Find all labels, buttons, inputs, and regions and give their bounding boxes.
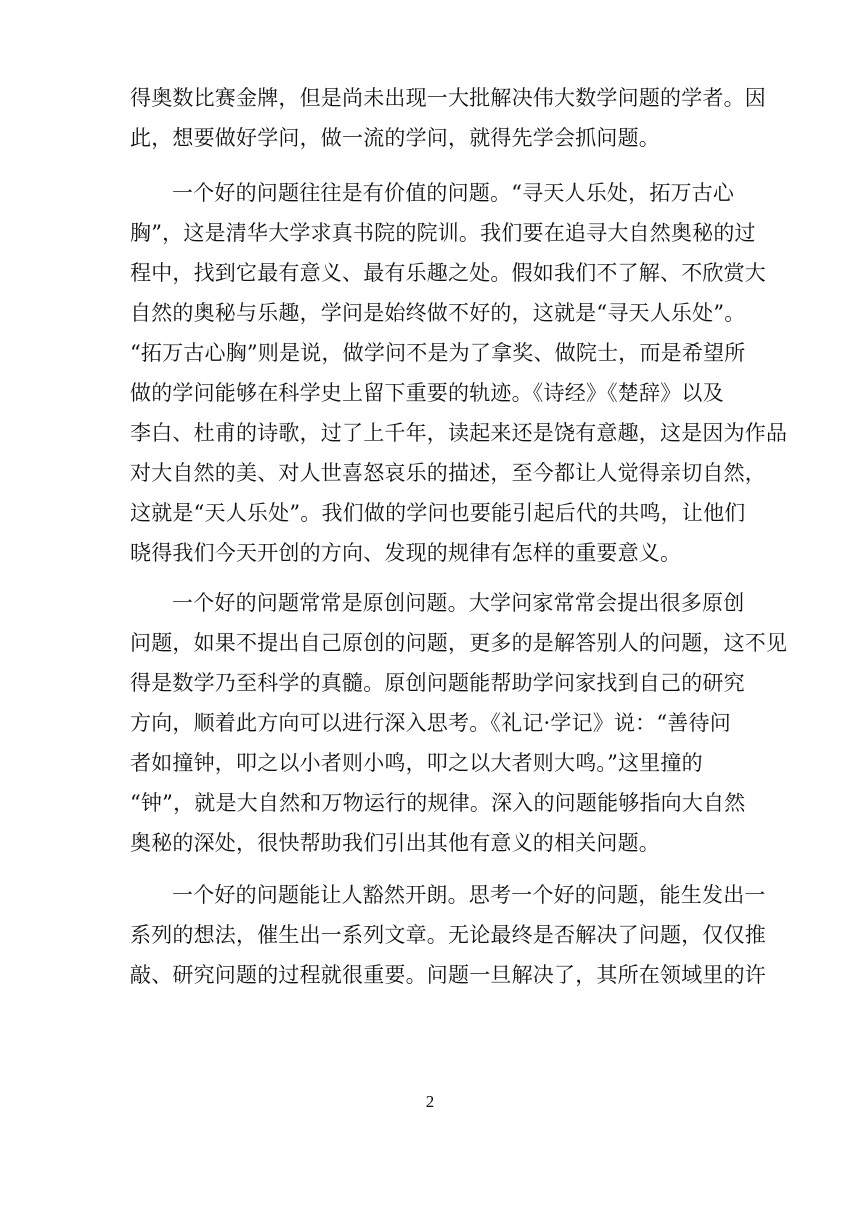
text-line: 问题，如果不提出自己原创的问题，更多的是解答别人的问题，这不见: [130, 631, 788, 655]
text-line: 程中，找到它最有意义、最有乐趣之处。假如我们不了解、不欣赏大: [130, 261, 766, 285]
text-line: “拓万古心胸”则是说，做学问不是为了拿奖、做院士，而是希望所: [130, 341, 746, 365]
text-line: 系列的想法，催生出一系列文章。无论最终是否解决了问题，仅仅推: [130, 923, 766, 947]
text-line: 敲、研究问题的过程就很重要。问题一旦解决了，其所在领域里的许: [130, 963, 766, 987]
page-number: 2: [425, 1092, 435, 1111]
paragraph-start-line: 一个好的问题能让人豁然开朗。思考一个好的问题，能生发出一: [172, 883, 766, 907]
text-line: 奥秘的深处，很快帮助我们引出其他有意义的相关问题。: [130, 831, 660, 855]
text-line: 方向，顺着此方向可以进行深入思考。《礼记·学记》说：“善待问: [130, 711, 731, 735]
paragraph-start-line: 一个好的问题常常是原创问题。大学问家常常会提出很多原创: [172, 591, 745, 615]
text-line: 得是数学乃至科学的真髓。原创问题能帮助学问家找到自己的研究: [130, 671, 745, 695]
text-line: 自然的奥秘与乐趣，学问是始终做不好的，这就是“寻天人乐处”。: [130, 301, 746, 325]
text-line: 这就是“天人乐处”。我们做的学问也要能引起后代的共鸣，让他们: [130, 501, 746, 525]
text-line: 者如撞钟，叩之以小者则小鸣，叩之以大者则大鸣。”这里撞的: [130, 751, 703, 775]
text-line: “钟”，就是大自然和万物运行的规律。深入的问题能够指向大自然: [130, 791, 746, 815]
text-line: 做的学问能够在科学史上留下重要的轨迹。《诗经》《楚辞》以及: [130, 381, 724, 405]
text-line: 李白、杜甫的诗歌，过了上千年，读起来还是饶有意趣，这是因为作品: [130, 421, 788, 445]
text-line: 得奥数比赛金牌，但是尚未出现一大批解决伟大数学问题的学者。因: [130, 86, 766, 110]
text-line: 此，想要做好学问，做一流的学问，就得先学会抓问题。: [130, 126, 660, 150]
text-line: 晓得我们今天开创的方向、发现的规律有怎样的重要意义。: [130, 541, 682, 565]
paragraph-start-line: 一个好的问题往往是有价值的问题。“寻天人乐处，拓万古心: [172, 181, 735, 205]
text-line: 对大自然的美、对人世喜怒哀乐的描述，至今都让人觉得亲切自然，: [130, 461, 766, 485]
text-line: 胸”，这是清华大学求真书院的院训。我们要在追寻大自然奥秘的过: [130, 221, 756, 245]
